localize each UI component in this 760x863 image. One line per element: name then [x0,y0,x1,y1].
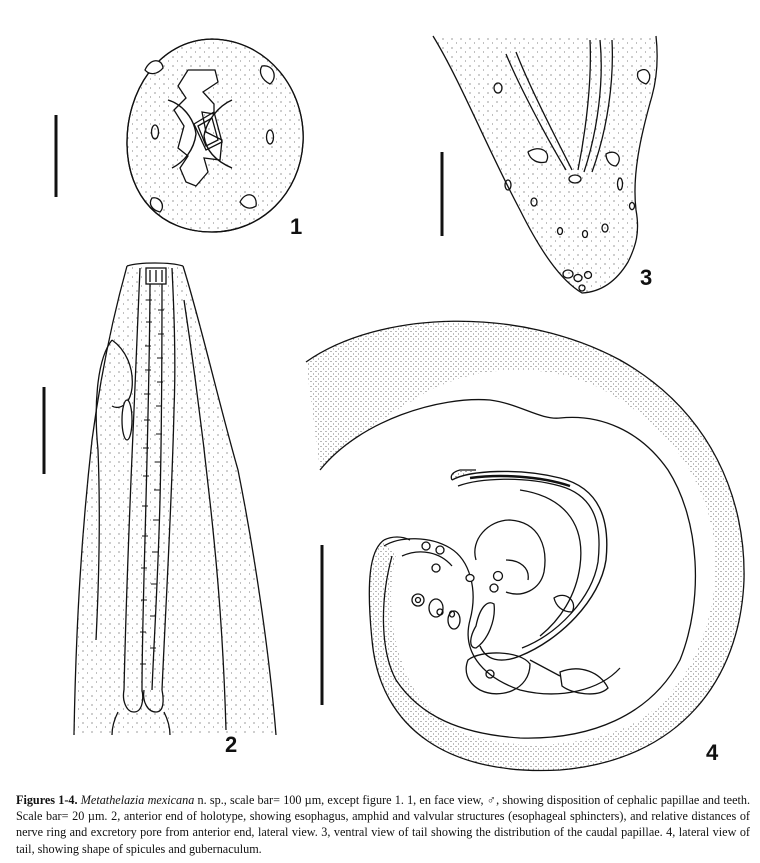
excretory-pore [122,400,132,440]
gut-loop [506,560,528,580]
figure-caption [16,792,750,857]
caudal-papilla [436,546,444,554]
caudal-papilla [432,564,440,572]
caption-text: n. sp., scale bar= 100 µm, except figure 1. 1, en face view, ♂, showing disposition of cephalic papillae and teeth. Scale bar= 20 µm. 2, anterior end of holotype, showing esophagus, amphid and valvular structures (esophageal sphincters), and relative distances of nerve ring and excretory pore from anterior end, lateral view. 3, ventral view of tail showing the distribution of the caudal papillae. 4, lateral view of tail, showing shape of spicules and gubernaculum. [16,793,751,856]
figure-4-tail-lateral-view [306,321,744,770]
figure-label-4: 4 [706,740,719,765]
caudal-papilla [466,575,474,582]
caption-species: Metathelazia mexicana [80,793,195,807]
caudal-papilla [560,669,608,694]
tail-outline [433,36,657,293]
head-cap [127,263,183,266]
figure-label-2: 2 [225,732,238,757]
figure-2-anterior-end [44,263,276,735]
coil-stipple [306,321,744,770]
caudal-papilla [416,598,421,603]
caudal-papilla [490,584,498,592]
spicule-ray [530,660,560,676]
rectum [402,552,452,566]
figure-1-en-face-view [56,39,303,232]
caudal-papilla [494,572,503,581]
figure-3-tail-ventral-view [433,36,657,293]
gut-loop [475,520,545,594]
gubernaculum [471,603,495,648]
caudal-papilla [422,542,430,550]
caudal-papilla [412,594,424,606]
caption-label: Figures 1-4. [16,793,78,807]
spicule-short [520,490,581,636]
figure-label-3: 3 [640,265,653,290]
figure-label-1: 1 [290,214,303,239]
rectum [384,539,620,694]
cloacal-opening [569,175,581,183]
